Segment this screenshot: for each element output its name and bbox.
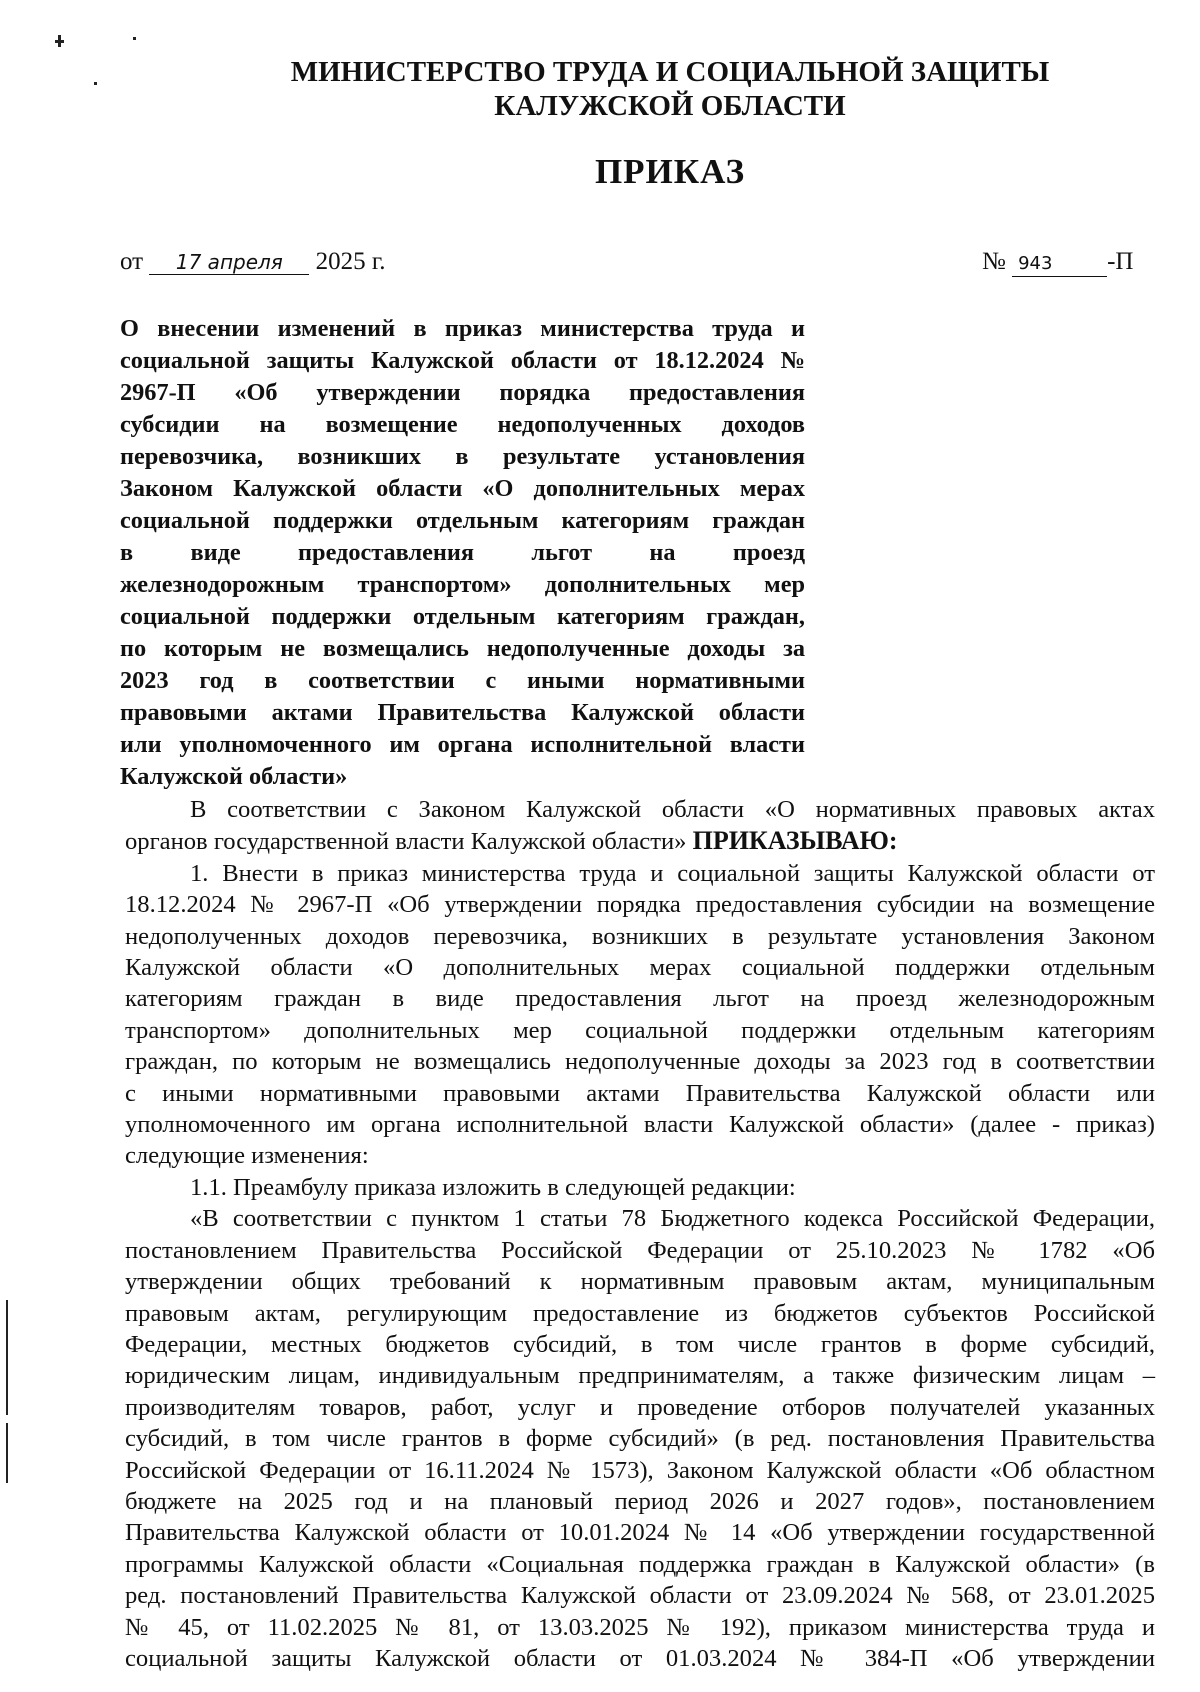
body-line <box>125 794 1155 825</box>
handwritten-number: 943 <box>1012 252 1107 277</box>
subject-line: по которым не возмещались недополученные доходы за <box>120 635 805 662</box>
body-line <box>125 983 1155 1014</box>
ministry-name-line-2: КАЛУЖСКОЙ ОБЛАСТИ <box>494 90 846 122</box>
body-line <box>125 1203 1155 1234</box>
scan-edge-line <box>6 1300 8 1415</box>
body-line-text: «В соответствии с пунктом 1 статьи 78 Бюджетного кодекса Российской Федерации, <box>190 1205 1155 1233</box>
body-line-text: граждан, по которым не возмещались недополученные доходы за 2023 год в соответствии <box>125 1048 1155 1076</box>
body-line-text: программы Калужской области «Социальная поддержка граждан в Калужской области» (в <box>125 1550 1155 1578</box>
order-directive: ПРИКАЗЫВАЮ: <box>692 826 898 856</box>
body-line <box>125 1172 1155 1203</box>
body-line <box>125 1266 1155 1297</box>
body-line-text: ред. постановлений Правительства Калужской области от 23.09.2024 № 568, от 23.01.2025 <box>125 1582 1155 1610</box>
body-line-text: 1. Внести в приказ министерства труда и социальной защиты Калужской области от <box>190 859 1155 887</box>
body-line <box>125 1015 1155 1046</box>
date-prefix: от <box>120 248 144 275</box>
subject-line: Калужской области» <box>120 763 348 790</box>
body-line-text: № 45, от 11.02.2025 № 81, от 13.03.2025 № 192), приказом министерства труда и <box>125 1613 1155 1641</box>
body-line <box>125 1643 1155 1674</box>
body-line-text: 18.12.2024 № 2967-П «Об утверждении порядка предоставления субсидии на возмещение <box>125 891 1155 919</box>
body-line-text: уполномоченного им органа исполнительной власти Калужской области» (далее - приказ) <box>125 1111 1155 1139</box>
body-line-text: Федерации, местных бюджетов субсидий, в том числе грантов в форме субсидий, <box>125 1330 1155 1358</box>
body-line <box>125 1580 1155 1611</box>
subject-line: или уполномоченного им органа исполнительной власти <box>120 731 805 758</box>
body-line-text: Калужской области «О дополнительных мерах социальной поддержки отдельным <box>125 954 1155 982</box>
scan-speck <box>133 37 136 40</box>
body-line-text: правовым актам, регулирующим предоставление из бюджетов субъектов Российской <box>125 1299 1155 1327</box>
subject-line: О внесении изменений в приказ министерства труда и <box>120 315 805 342</box>
body-line <box>125 1392 1155 1423</box>
subject-line: субсидии на возмещение недополученных доходов <box>120 411 805 438</box>
document-title: ПРИКАЗ <box>594 152 746 191</box>
body-line <box>125 952 1155 983</box>
subject-line: в виде предоставления льгот на проезд <box>120 539 805 566</box>
body-line-text: транспортом» дополнительных мер социальной поддержки отдельным категориям <box>125 1016 1155 1044</box>
body-line <box>125 1360 1155 1391</box>
ministry-header <box>250 55 1090 123</box>
body-line-text: В соответствии с Законом Калужской области «О нормативных правовых актах <box>190 796 1155 823</box>
body-line <box>125 1549 1155 1580</box>
body-line <box>125 1140 1155 1171</box>
body-line <box>125 1298 1155 1329</box>
body-line-text: бюджете на 2025 год и на плановый период 2026 и 2027 годов», постановлением <box>125 1487 1155 1515</box>
subject-line: социальной защиты Калужской области от 18.12.2024 № <box>120 347 805 374</box>
date-year: 2025 г. <box>315 248 386 275</box>
body-line-text: производителям товаров, работ, услуг и проведение отборов получателей указанных <box>125 1393 1155 1421</box>
body-line <box>125 1517 1155 1548</box>
body-line-text: субсидий, в том числе грантов в форме субсидий» (в ред. постановления Правительства <box>125 1425 1155 1453</box>
body-line <box>125 1423 1155 1454</box>
body-line <box>125 1078 1155 1109</box>
body-line-text: недополученных доходов перевозчика, возникших в результате установления Законом <box>125 922 1155 950</box>
subject-line: социальной поддержки отдельным категориям граждан <box>120 507 805 534</box>
number-prefix: № <box>982 248 1006 275</box>
body-line-text: постановлением Правительства Российской Федерации от 25.10.2023 № 1782 «Об <box>125 1236 1155 1264</box>
body-line <box>125 889 1155 920</box>
body-line-text: 1.1. Преамбулу приказа изложить в следующей редакции: <box>190 1173 796 1201</box>
body-line-text: утверждении общих требований к нормативным правовым актам, муниципальным <box>125 1268 1155 1296</box>
body-line <box>125 858 1155 889</box>
body-line <box>125 1612 1155 1643</box>
body-line-text: Правительства Калужской области от 10.01.2024 № 14 «Об утверждении государственной <box>125 1519 1155 1547</box>
body-line <box>125 825 1155 857</box>
subject-line: перевозчика, возникших в результате установления <box>120 443 805 470</box>
scan-edge-line <box>6 1423 8 1483</box>
handwritten-date: 17 апреля <box>149 250 309 275</box>
subject-line: правовыми актами Правительства Калужской области <box>120 699 805 726</box>
subject-line: железнодорожным транспортом» дополнительных мер <box>120 571 805 598</box>
order-subject <box>120 313 805 793</box>
scan-speck <box>58 35 61 47</box>
number-suffix: -П <box>1107 248 1134 275</box>
order-body <box>125 794 1155 1674</box>
body-line <box>125 921 1155 952</box>
body-line-text: юридическим лицам, индивидуальным предпринимателям, а также физическим лицам – <box>125 1362 1155 1390</box>
body-line-text: следующие изменения: <box>125 1142 369 1170</box>
body-line <box>125 1329 1155 1360</box>
order-date <box>120 248 386 276</box>
body-line-text: органов государственной власти Калужской области» <box>125 828 687 856</box>
ministry-name-line-1: МИНИСТЕРСТВО ТРУДА И СОЦИАЛЬНОЙ ЗАЩИТЫ <box>290 56 1050 88</box>
subject-line: социальной поддержки отдельным категориям граждан, <box>120 603 805 630</box>
subject-line: 2967-П «Об утверждении порядка предоставления <box>120 379 805 406</box>
body-line <box>125 1455 1155 1486</box>
scan-speck <box>94 82 97 85</box>
subject-line: 2023 год в соответствии с иными нормативными <box>120 667 805 694</box>
subject-line: Законом Калужской области «О дополнительных мерах <box>120 475 805 502</box>
body-line-text: Российской Федерации от 16.11.2024 № 1573), Законом Калужской области «Об областном <box>125 1456 1155 1484</box>
body-line-text: категориям граждан в виде предоставления льгот на проезд железнодорожным <box>125 985 1155 1013</box>
body-line-text: социальной защиты Калужской области от 01.03.2024 № 384-П «Об утверждении <box>125 1644 1155 1672</box>
order-number <box>982 248 1134 277</box>
body-line <box>125 1235 1155 1266</box>
body-line <box>125 1486 1155 1517</box>
body-line <box>125 1046 1155 1077</box>
body-line <box>125 1109 1155 1140</box>
body-line-text: с иными нормативными правовыми актами Правительства Калужской области или <box>125 1079 1155 1107</box>
